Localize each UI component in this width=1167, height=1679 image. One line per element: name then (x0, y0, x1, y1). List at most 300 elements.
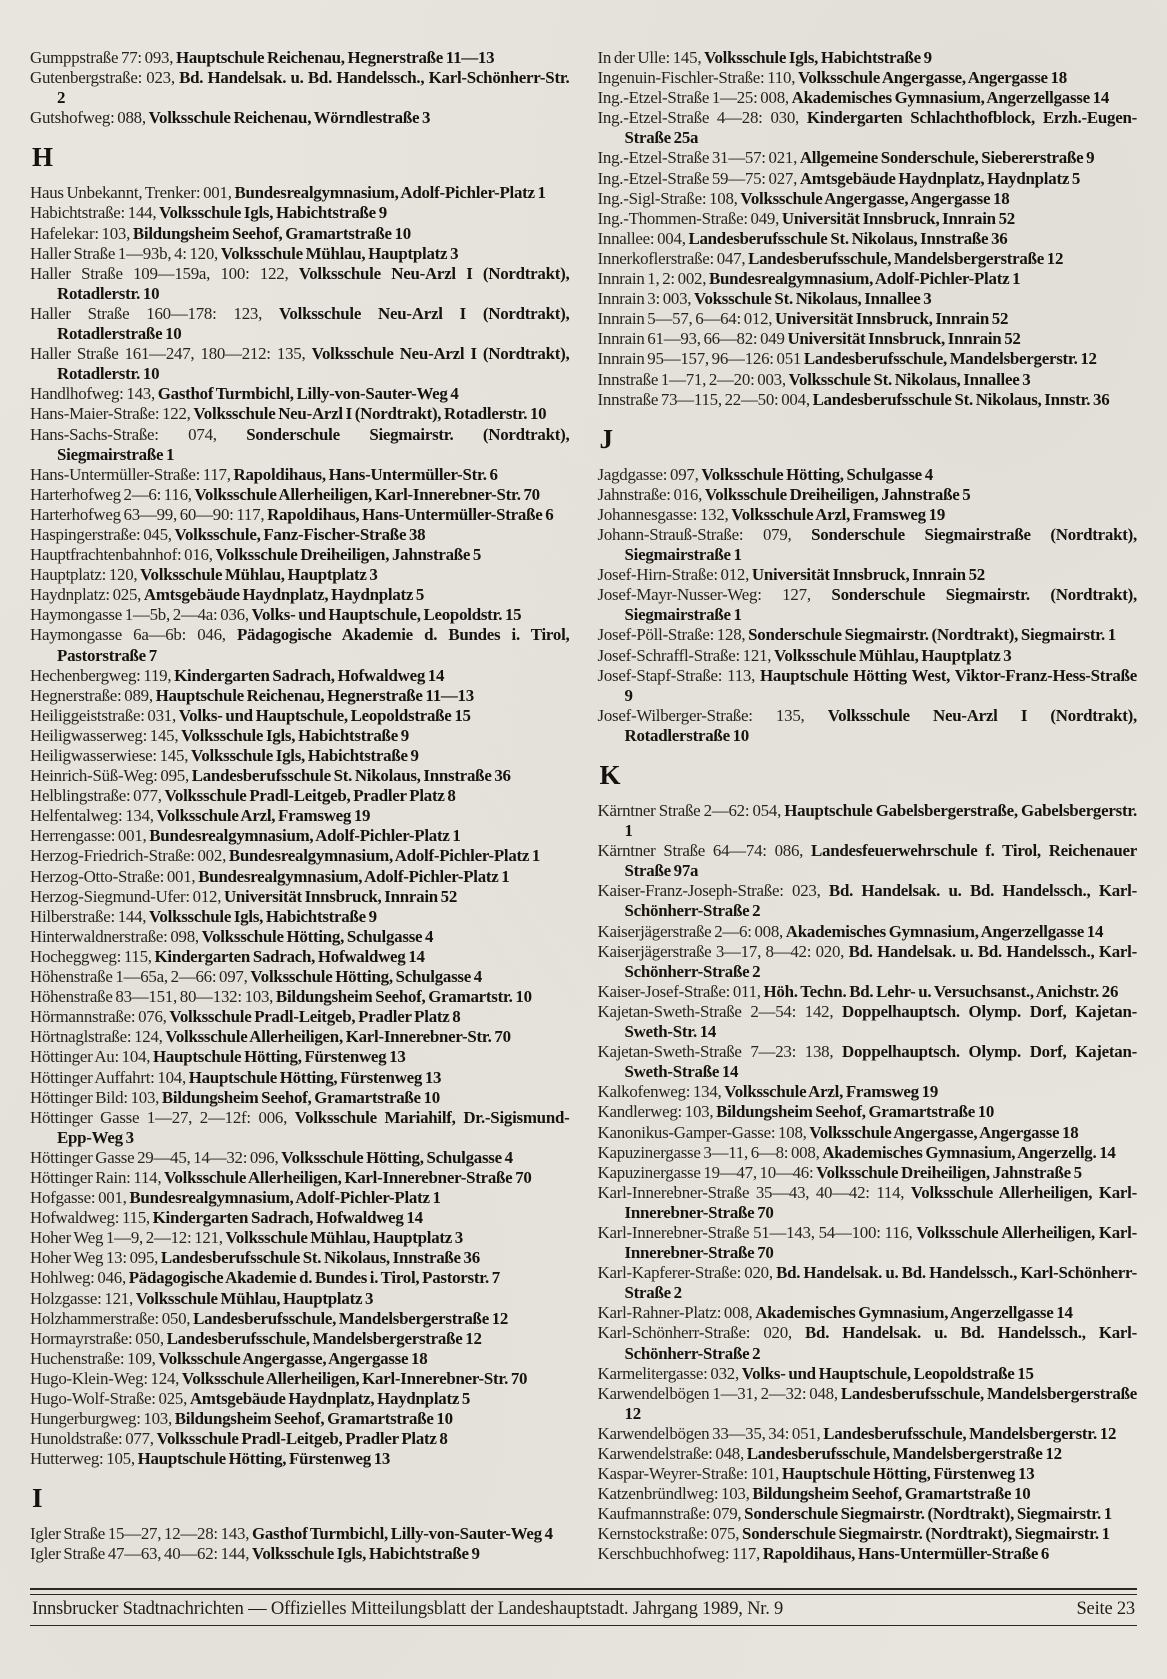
directory-entry (30, 1168, 570, 1188)
directory-columns (30, 48, 1137, 1565)
entry-school-and-address: Volksschule Igls, Habichtstraße 9 (149, 906, 377, 926)
entry-street-and-code: Hans-Maier-Straße: 122, (30, 404, 194, 424)
entry-school-and-address: Volksschule Mariahilf, Dr.-Sigismund-Epp-Weg 3 (57, 1107, 570, 1147)
directory-entry (598, 48, 1138, 68)
directory-entry (30, 108, 570, 128)
entry-school-and-address: Landesberufsschule St. Nikolaus, Innstr. 36 (812, 389, 1110, 409)
entry-street-and-code: Höttinger Bild: 103, (30, 1087, 162, 1107)
entry-street-and-code: Höttinger Rain: 114, (30, 1167, 165, 1187)
entry-street-and-code: Kernstockstraße: 075, (597, 1524, 743, 1544)
directory-entry (30, 947, 570, 967)
directory-entry (30, 404, 570, 424)
entry-school-and-address: Bildungsheim Seehof, Gramartstraße 10 (716, 1102, 995, 1122)
directory-entry (30, 48, 570, 68)
section-heading-j: J (599, 423, 613, 454)
entry-street-and-code: Ing.-Thommen-Straße: 049, (597, 208, 782, 228)
directory-entry (598, 1002, 1138, 1042)
directory-entry (30, 706, 570, 726)
entry-street-and-code: Harterhofweg 63—99, 60—90: 117, (30, 504, 268, 524)
entry-street-and-code: Herzog-Friedrich-Straße: 002, (30, 846, 229, 866)
entry-school-and-address: Akademisches Gymnasium, Angerzellgasse 14 (791, 88, 1110, 108)
entry-school-and-address: Bundesrealgymnasium, Adolf-Pichler-Platz 1 (708, 269, 1021, 289)
entry-school-and-address: Landesberufsschule, Mandelsbergerstraße 12 (746, 1444, 1062, 1463)
entry-school-and-address: Volksschule Hötting, Schulgasse 4 (701, 464, 933, 484)
directory-entry (30, 1349, 570, 1369)
entry-street-and-code: In der Ulle: 145, (597, 48, 705, 67)
directory-column-left (30, 48, 570, 1565)
entry-street-and-code: Innerkoflerstraße: 047, (597, 248, 749, 268)
entry-school-and-address: Volksschule Pradl-Leitgeb, Pradler Platz 8 (164, 786, 456, 806)
entry-street-and-code: Hilberstraße: 144, (30, 906, 150, 926)
entry-school-and-address: Volksschule Angergasse, Angergasse 18 (158, 1348, 428, 1368)
entry-school-and-address: Volksschule St. Nikolaus, Innallee 3 (788, 369, 1031, 389)
entry-school-and-address: Sonderschule Siegmairstr. (Nordtrakt), Siegmairstr. 1 (742, 1524, 1110, 1544)
directory-entry (30, 68, 570, 108)
entry-street-and-code: Handlhofweg: 143, (30, 384, 158, 404)
directory-entry (30, 1228, 570, 1248)
entry-street-and-code: Hans-Untermüller-Straße: 117, (30, 464, 234, 484)
entry-street-and-code: Haller Straße 160—178: 123, (30, 303, 280, 323)
directory-entry (30, 1409, 570, 1429)
directory-entry (598, 1123, 1138, 1143)
entry-school-and-address: Volksschule Pradl-Leitgeb, Pradler Platz 8 (156, 1429, 448, 1449)
entry-school-and-address: Rapoldihaus, Hans-Untermüller-Straße 6 (267, 504, 554, 524)
entry-street-and-code: Hohlweg: 046, (30, 1268, 129, 1288)
entry-street-and-code: Hoher Weg 1—9, 2—12: 121, (30, 1228, 226, 1248)
directory-entry (30, 1188, 570, 1208)
entry-street-and-code: Hoher Weg 13: 095, (30, 1248, 161, 1268)
entry-street-and-code: Hauptfrachtenbahnhof: 016, (30, 545, 216, 565)
directory-entry (30, 203, 570, 223)
entry-school-and-address: Bundesrealgymnasium, Adolf-Pichler-Platz 1 (149, 826, 461, 846)
entry-street-and-code: Kalkofenweg: 134, (597, 1082, 725, 1102)
directory-entry (598, 982, 1138, 1002)
entry-school-and-address: Volksschule Allerheiligen, Karl-Innerebner-Str. 70 (181, 1368, 528, 1388)
entry-street-and-code: Karl-Kapferer-Straße: 020, (597, 1263, 777, 1283)
directory-entry (598, 1323, 1138, 1363)
entry-street-and-code: Harterhofweg 2—6: 116, (30, 484, 195, 504)
directory-entry (598, 1183, 1138, 1223)
entry-school-and-address: Volksschule Arzl, Framsweg 19 (156, 806, 371, 826)
entry-school-and-address: Bildungsheim Seehof, Gramartstraße 10 (161, 1087, 440, 1107)
entry-street-and-code: Kanonikus-Gamper-Gasse: 108, (597, 1122, 810, 1142)
directory-entry (30, 625, 570, 665)
entry-street-and-code: Ingenuin-Fischler-Straße: 110, (597, 68, 798, 88)
directory-entry (598, 249, 1138, 269)
directory-entry (598, 666, 1138, 706)
entry-street-and-code: Höttinger Au: 104, (30, 1047, 154, 1067)
entry-street-and-code: Josef-Pöll-Straße: 128, (597, 625, 749, 645)
entry-school-and-address: Volksschule Igls, Habichtstraße 9 (251, 1544, 480, 1564)
entry-school-and-address: Volksschule Allerheiligen, Karl-Innerebner-Straße 70 (164, 1167, 532, 1187)
entry-street-and-code: Herzog-Otto-Straße: 001, (30, 866, 199, 886)
entry-street-and-code: Gumppstraße 77: 093, (30, 48, 176, 67)
entry-street-and-code: Innrain 61—93, 66—82: 049 (597, 329, 788, 349)
footer-publication-title: Innsbrucker Stadtnachrichten — Offizielles Mitteilungsblatt der Landeshauptstadt. Jahrgang 1989, Nr. 9 (32, 1599, 784, 1619)
entry-street-and-code: Hofgasse: 001, (30, 1188, 130, 1208)
entry-school-and-address: Volksschule Reichenau, Wörndlestraße 3 (148, 108, 431, 128)
entry-street-and-code: Gutenbergstraße: 023, (30, 68, 180, 88)
entry-school-and-address: Bd. Handelsak. u. Bd. Handelssch., Karl-Schönherr-Straße 2 (624, 881, 1137, 921)
directory-entry (30, 545, 570, 565)
entry-street-and-code: Hafelekar: 103, (30, 223, 133, 243)
entry-school-and-address: Gasthof Turmbichl, Lilly-von-Sauter-Weg 4 (157, 384, 459, 404)
entry-street-and-code: Karl-Innerebner-Straße 35—43, 40—42: 114, (597, 1182, 911, 1202)
entry-school-and-address: Volks- und Hauptschule, Leopoldstraße 15 (741, 1363, 1034, 1383)
entry-school-and-address: Gasthof Turmbichl, Lilly-von-Sauter-Weg 4 (251, 1524, 553, 1544)
entry-school-and-address: Volksschule Neu-Arzl I (Nordtrakt), Rotadlerstraße 10 (57, 303, 570, 344)
entry-street-and-code: Innrain 1, 2: 002, (597, 269, 709, 289)
entry-school-and-address: Landesfeuerwehrschule f. Tirol, Reichenauer Straße 97a (624, 841, 1137, 881)
directory-entry (598, 841, 1138, 881)
directory-entry (598, 942, 1138, 982)
entry-school-and-address: Bildungsheim Seehof, Gramartstraße 10 (174, 1409, 453, 1429)
entry-school-and-address: Landesberufsschule, Mandelsbergerstr. 12 (823, 1423, 1117, 1443)
entry-school-and-address: Sonderschule Siegmairstr. (Nordtrakt), Siegmairstr. 1 (748, 625, 1116, 645)
directory-entry (30, 344, 570, 384)
directory-entry (30, 786, 570, 806)
directory-column-right (598, 48, 1138, 1565)
entry-school-and-address: Bundesrealgymnasium, Adolf-Pichler-Platz 1 (198, 866, 510, 886)
entry-street-and-code: Haydnplatz: 025, (30, 585, 144, 605)
entry-school-and-address: Volksschule Igls, Habichtstraße 9 (181, 725, 409, 745)
directory-entry (598, 329, 1138, 349)
entry-school-and-address: Doppelhauptsch. Olymp. Dorf, Kajetan-Sweth-Straße 14 (624, 1042, 1137, 1082)
directory-entry (30, 1108, 570, 1148)
directory-entry (598, 209, 1138, 229)
entry-street-and-code: Jagdgasse: 097, (597, 464, 702, 484)
entry-school-and-address: Volksschule Arzl, Framsweg 19 (731, 504, 946, 524)
entry-street-and-code: Huchenstraße: 109, (30, 1348, 159, 1368)
entry-street-and-code: Helblingstraße: 077, (30, 786, 165, 806)
entry-school-and-address: Akademisches Gymnasium, Angerzellgasse 14 (755, 1303, 1073, 1323)
directory-entry (30, 726, 570, 746)
entry-school-and-address: Landesberufsschule St. Nikolaus, Innstraße 36 (191, 766, 511, 786)
entry-school-and-address: Volksschule Angergasse, Angergasse 18 (797, 68, 1067, 88)
entry-school-and-address: Pädagogische Akademie d. Bundes i. Tirol, Pastorstr. 7 (128, 1268, 500, 1288)
entry-school-and-address: Sonderschule Siegmairstr. (Nordtrakt), Siegmairstr. 1 (744, 1504, 1112, 1524)
entry-school-and-address: Kindergarten Sadrach, Hofwaldweg 14 (154, 946, 425, 966)
directory-entry (598, 1504, 1138, 1524)
entry-school-and-address: Bd. Handelsak. u. Bd. Handelssch., Karl-Schönherr-Str. 2 (57, 68, 570, 108)
directory-entry (30, 585, 570, 605)
entry-school-and-address: Bildungsheim Seehof, Gramartstraße 10 (132, 223, 411, 243)
entry-street-and-code: Kaufmannstraße: 079, (597, 1504, 745, 1524)
entry-street-and-code: Innrain 5—57, 6—64: 012, (597, 309, 776, 329)
entry-school-and-address: Kindergarten Sadrach, Hofwaldweg 14 (174, 665, 445, 685)
entry-street-and-code: Höttinger Gasse 1—27, 2—12f: 006, (30, 1107, 295, 1127)
directory-entry (598, 1263, 1138, 1303)
entry-school-and-address: Kindergarten Sadrach, Hofwaldweg 14 (152, 1208, 423, 1228)
entry-street-and-code: Igler Straße 15—27, 12—28: 143, (30, 1524, 252, 1544)
entry-street-and-code: Kaiser-Josef-Straße: 011, (597, 981, 764, 1001)
entry-street-and-code: Haller Straße 109—159a, 100: 122, (30, 263, 299, 283)
entry-school-and-address: Hauptschule Reichenau, Hegnerstraße 11—13 (175, 48, 495, 67)
entry-street-and-code: Hörtnaglstraße: 124, (30, 1027, 166, 1047)
directory-entry (598, 68, 1138, 88)
entry-street-and-code: Karwendelbögen 33—35, 34: 051, (597, 1423, 824, 1443)
entry-street-and-code: Heinrich-Süß-Weg: 095, (30, 766, 192, 786)
entry-street-and-code: Karwendelbögen 1—31, 2—32: 048, (597, 1383, 841, 1403)
entry-street-and-code: Karl-Rahner-Platz: 008, (597, 1303, 756, 1323)
directory-entry (30, 987, 570, 1007)
directory-entry (30, 183, 570, 203)
directory-entry (598, 289, 1138, 309)
directory-entry (30, 1289, 570, 1309)
entry-street-and-code: Haus Unbekannt, Trenker: 001, (30, 183, 235, 203)
directory-entry (30, 1329, 570, 1349)
entry-street-and-code: Kerschbuchhofweg: 117, (597, 1544, 763, 1564)
entry-school-and-address: Landesberufsschule, Mandelsbergerstraße 12 (748, 248, 1064, 268)
entry-street-and-code: Josef-Hirn-Straße: 012, (597, 565, 752, 585)
directory-entry (598, 1464, 1138, 1484)
entry-school-and-address: Rapoldihaus, Hans-Untermüller-Str. 6 (233, 464, 498, 484)
directory-entry (598, 585, 1138, 625)
entry-street-and-code: Hugo-Wolf-Straße: 025, (30, 1389, 190, 1408)
entry-street-and-code: Hans-Sachs-Straße: 074, (30, 424, 247, 444)
directory-entry (30, 1268, 570, 1288)
entry-school-and-address: Volksschule Neu-Arzl I (Nordtrakt), Rotadlerstr. 10 (57, 344, 570, 384)
directory-entry (30, 1449, 570, 1469)
entry-street-and-code: Höhenstraße 1—65a, 2—66: 097, (30, 967, 251, 987)
entry-school-and-address: Hauptschule Hötting, Fürstenweg 13 (153, 1047, 406, 1067)
directory-entry (598, 1163, 1138, 1183)
entry-street-and-code: Ing.-Etzel-Straße 31—57: 021, (597, 148, 800, 168)
directory-entry (598, 646, 1138, 666)
entry-school-and-address: Bundesrealgymnasium, Adolf-Pichler-Platz 1 (234, 183, 546, 203)
directory-entry (30, 887, 570, 907)
directory-entry (598, 565, 1138, 585)
entry-street-and-code: Herzog-Siegmund-Ufer: 012, (30, 886, 224, 906)
directory-entry (30, 1208, 570, 1228)
entry-school-and-address: Volksschule Allerheiligen, Karl-Innerebner-Straße 70 (624, 1182, 1137, 1222)
entry-street-and-code: Holzgasse: 121, (30, 1288, 136, 1308)
entry-school-and-address: Pädagogische Akademie d. Bundes i. Tirol, Pastorstraße 7 (57, 625, 570, 665)
entry-street-and-code: Ing.-Etzel-Straße 4—28: 030, (597, 108, 807, 128)
entry-school-and-address: Volksschule Hötting, Schulgasse 4 (250, 967, 482, 987)
entry-school-and-address: Volksschule Arzl, Framsweg 19 (724, 1082, 939, 1102)
entry-street-and-code: Karl-Innerebner-Straße 51—143, 54—100: 116, (597, 1222, 917, 1242)
directory-entry (30, 525, 570, 545)
entry-school-and-address: Hauptschule Hötting West, Viktor-Franz-Hess-Straße 9 (624, 665, 1137, 705)
entry-street-and-code: Hugo-Klein-Weg: 124, (30, 1368, 182, 1388)
directory-entry (30, 465, 570, 485)
directory-entry (30, 565, 570, 585)
entry-school-and-address: Universität Innsbruck, Innrain 52 (787, 329, 1021, 349)
directory-entry (30, 1068, 570, 1088)
entry-street-and-code: Ing.-Etzel-Straße 1—25: 008, (597, 88, 792, 108)
entry-school-and-address: Volksschule Allerheiligen, Karl-Innerebner-Straße 70 (624, 1222, 1137, 1263)
entry-street-and-code: Hechenbergweg: 119, (30, 665, 175, 685)
entry-school-and-address: Höh. Techn. Bd. Lehr- u. Versuchsanst., Anichstr. 26 (763, 981, 1119, 1001)
entry-school-and-address: Hauptschule Hötting, Fürstenweg 13 (781, 1464, 1035, 1484)
entry-school-and-address: Volksschule Allerheiligen, Karl-Innerebner-Str. 70 (194, 484, 540, 504)
directory-entry (598, 485, 1138, 505)
directory-entry (598, 625, 1138, 645)
entry-school-and-address: Volks- und Hauptschule, Leopoldstraße 15 (178, 705, 471, 725)
directory-entry (30, 1027, 570, 1047)
entry-street-and-code: Haymongasse 6a—6b: 046, (30, 625, 237, 645)
entry-school-and-address: Voksschule St. Nikolaus, Innallee 3 (694, 289, 932, 309)
entry-school-and-address: Volksschule Dreiheiligen, Jahnstraße 5 (816, 1162, 1082, 1182)
directory-entry (598, 801, 1138, 841)
entry-school-and-address: Landesberufsschule St. Nikolaus, Innstraße 36 (160, 1248, 480, 1268)
directory-entry (30, 485, 570, 505)
entry-street-and-code: Kaiser-Franz-Joseph-Straße: 023, (597, 881, 829, 901)
entry-street-and-code: Josef-Schraffl-Straße: 121, (597, 645, 775, 665)
section-heading-k: K (599, 760, 621, 790)
directory-entry (30, 1389, 570, 1409)
entry-school-and-address: Volksschule Dreiheiligen, Jahnstraße 5 (704, 484, 971, 504)
directory-entry (30, 867, 570, 887)
entry-school-and-address: Sonderschule Siegmairstraße (Nordtrakt), Siegmairstraße 1 (624, 524, 1137, 565)
directory-entry (598, 1143, 1138, 1163)
entry-school-and-address: Akademisches Gymnasium, Angerzellg. 14 (822, 1142, 1116, 1162)
directory-entry (598, 370, 1138, 390)
entry-street-and-code: Hutterweg: 105, (30, 1449, 138, 1469)
directory-entry (598, 465, 1138, 485)
section-heading-h: H (32, 142, 54, 173)
entry-school-and-address: Amtsgebäude Haydnplatz, Haydnplatz 5 (799, 168, 1081, 188)
entry-school-and-address: Hauptschule Hötting, Fürstenweg 13 (188, 1067, 442, 1087)
entry-school-and-address: Bundesrealgymnasium, Adolf-Pichler-Platz 1 (129, 1188, 441, 1208)
directory-entry (30, 686, 570, 706)
directory-entry (598, 505, 1138, 525)
directory-entry (598, 1424, 1138, 1444)
entry-school-and-address: Volksschule Mühlau, Hauptplatz 3 (225, 1228, 463, 1248)
entry-street-and-code: Hauptplatz: 120, (30, 565, 141, 585)
entry-school-and-address: Universität Innsbruck, Innrain 52 (775, 309, 1009, 329)
entry-school-and-address: Kindergarten Schlachthofblock, Erzh.-Eugen-Straße 25a (624, 108, 1137, 148)
entry-street-and-code: Karwendelstraße: 048, (597, 1444, 747, 1463)
entry-street-and-code: Kärntner Straße 2—62: 054, (597, 801, 785, 820)
entry-street-and-code: Igler Straße 47—63, 40—62: 144, (30, 1544, 252, 1564)
directory-entry (598, 1384, 1138, 1424)
entry-street-and-code: Karmelitergasse: 032, (597, 1363, 742, 1383)
entry-school-and-address: Volksschule, Fanz-Fischer-Straße 38 (174, 524, 426, 544)
directory-entry (598, 922, 1138, 942)
entry-school-and-address: Rapoldihaus, Hans-Untermüller-Straße 6 (762, 1544, 1050, 1564)
entry-street-and-code: Kapuzinergasse 19—47, 10—46: (597, 1162, 817, 1182)
entry-school-and-address: Volksschule Angergasse, Angergasse 18 (809, 1122, 1079, 1142)
entry-school-and-address: Volksschule Neu-Arzl I (Nordtrakt), Rotadlerstr. 10 (193, 404, 547, 424)
entry-street-and-code: Johannesgasse: 132, (597, 504, 732, 524)
entry-school-and-address: Allgemeine Sonderschule, Siebererstraße 9 (799, 148, 1095, 168)
directory-entry (598, 189, 1138, 209)
entry-school-and-address: Bd. Handelsak. u. Bd. Handelssch., Karl-Schönherr-Straße 2 (624, 1263, 1137, 1303)
directory-entry (598, 1524, 1138, 1544)
entry-school-and-address: Volksschule Igls, Habichtstraße 9 (704, 48, 932, 67)
entry-school-and-address: Volksschule Mühlau, Hauptplatz 3 (135, 1288, 374, 1308)
entry-street-and-code: Kajetan-Sweth-Straße 7—23: 138, (597, 1042, 843, 1062)
footer-single-rule (30, 1625, 1137, 1626)
entry-school-and-address: Landesberufsschule, Mandelsbergerstraße 12 (166, 1328, 482, 1348)
directory-entry (30, 907, 570, 927)
entry-street-and-code: Innrain 3: 003, (597, 289, 695, 309)
entry-street-and-code: Haller Straße 1—93b, 4: 120, (30, 243, 221, 263)
directory-entry (30, 1047, 570, 1067)
directory-entry (598, 881, 1138, 921)
entry-school-and-address: Universität Innsbruck, Innrain 52 (781, 208, 1015, 228)
entry-school-and-address: Volksschule Neu-Arzl I (Nordtrakt), Rotadlerstraße 10 (624, 705, 1137, 745)
directory-entry (598, 706, 1138, 746)
entry-school-and-address: Landesberufsschule, Mandelsbergerstraße 12 (624, 1383, 1138, 1423)
entry-school-and-address: Bd. Handelsak. u. Bd. Handelssch., Karl-Schönherr-Straße 2 (624, 1323, 1137, 1363)
entry-school-and-address: Bildungsheim Seehof, Gramartstraße 10 (752, 1484, 1031, 1504)
entry-street-and-code: Kapuzinergasse 3—11, 6—8: 008, (597, 1142, 823, 1162)
directory-entry (598, 1303, 1138, 1323)
entry-school-and-address: Akademisches Gymnasium, Angerzellgasse 14 (785, 921, 1104, 941)
directory-entry (598, 148, 1138, 168)
entry-street-and-code: Kajetan-Sweth-Straße 2—54: 142, (597, 1001, 843, 1021)
directory-entry (30, 1369, 570, 1389)
entry-school-and-address: Doppelhauptsch. Olymp. Dorf, Kajetan-Sweth-Str. 14 (624, 1001, 1137, 1042)
entry-street-and-code: Kaiserjägerstraße 3—17, 8—42: 020, (597, 941, 849, 961)
directory-entry (30, 1544, 570, 1564)
entry-street-and-code: Josef-Stapf-Straße: 113, (597, 665, 761, 685)
entry-school-and-address: Sonderschule Siegmairstr. (Nordtrakt), Siegmairstraße 1 (57, 424, 570, 464)
entry-school-and-address: Volksschule Hötting, Schulgasse 4 (281, 1147, 513, 1167)
entry-street-and-code: Hörmannstraße: 076, (30, 1007, 170, 1027)
entry-street-and-code: Helfentalweg: 134, (30, 806, 157, 826)
entry-school-and-address: Hauptschule Reichenau, Hegnerstraße 11—13 (155, 685, 474, 705)
entry-street-and-code: Heiligwasserweg: 145, (30, 725, 182, 745)
directory-entry (30, 1007, 570, 1027)
directory-entry (598, 1223, 1138, 1263)
entry-school-and-address: Hauptschule Gabelsbergerstraße, Gabelsbergerstr. 1 (624, 801, 1137, 841)
footer-double-rule (30, 1588, 1137, 1595)
directory-entry (598, 390, 1138, 410)
directory-entry (30, 1309, 570, 1329)
entry-street-and-code: Hormayrstraße: 050, (30, 1328, 167, 1348)
directory-entry (598, 108, 1138, 148)
entry-street-and-code: Holzhammerstraße: 050, (30, 1308, 194, 1328)
directory-entry (598, 1082, 1138, 1102)
entry-school-and-address: Volksschule Igls, Habichtstraße 9 (190, 746, 419, 765)
directory-entry (598, 1484, 1138, 1504)
entry-school-and-address: Landesberufsschule St. Nikolaus, Innstraße 36 (688, 228, 1008, 248)
entry-school-and-address: Landesberufsschule, Mandelsbergerstr. 12 (803, 349, 1097, 369)
entry-school-and-address: Bildungsheim Seehof, Gramartstr. 10 (275, 987, 532, 1007)
directory-entry (30, 304, 570, 344)
entry-street-and-code: Ing.-Etzel-Straße 59—75: 027, (597, 168, 800, 188)
entry-street-and-code: Gutshofweg: 088, (30, 108, 149, 128)
entry-street-and-code: Herrengasse: 001, (30, 826, 150, 846)
directory-entry (30, 967, 570, 987)
entry-street-and-code: Innrain 95—157, 96—126: 051 (597, 349, 804, 369)
entry-school-and-address: Volksschule Pradl-Leitgeb, Pradler Platz 8 (169, 1007, 461, 1027)
footer-page-number: Seite 23 (1076, 1599, 1135, 1619)
entry-school-and-address: Universität Innsbruck, Innrain 52 (751, 565, 985, 585)
entry-street-and-code: Kaspar-Weyrer-Straße: 101, (597, 1464, 782, 1484)
entry-street-and-code: Heiligwasserwiese: 145, (30, 746, 191, 765)
entry-school-and-address: Volks- und Hauptschule, Leopoldstr. 15 (251, 605, 522, 625)
directory-entry (598, 88, 1138, 108)
entry-school-and-address: Bundesrealgymnasium, Adolf-Pichler-Platz 1 (228, 846, 541, 866)
entry-school-and-address: Volksschule Mühlau, Hauptplatz 3 (774, 645, 1012, 665)
directory-entry (30, 1429, 570, 1449)
directory-entry (598, 525, 1138, 565)
directory-entry (30, 425, 570, 465)
entry-street-and-code: Höttinger Gasse 29—45, 14—32: 096, (30, 1147, 282, 1167)
directory-entry (30, 605, 570, 625)
entry-street-and-code: Hegnerstraße: 089, (30, 685, 156, 705)
entry-school-and-address: Bd. Handelsak. u. Bd. Handelssch., Karl-Schönherr-Straße 2 (624, 941, 1137, 981)
directory-entry (30, 264, 570, 304)
directory-entry (30, 806, 570, 826)
entry-street-and-code: Jahnstraße: 016, (597, 484, 705, 504)
directory-entry (30, 666, 570, 686)
